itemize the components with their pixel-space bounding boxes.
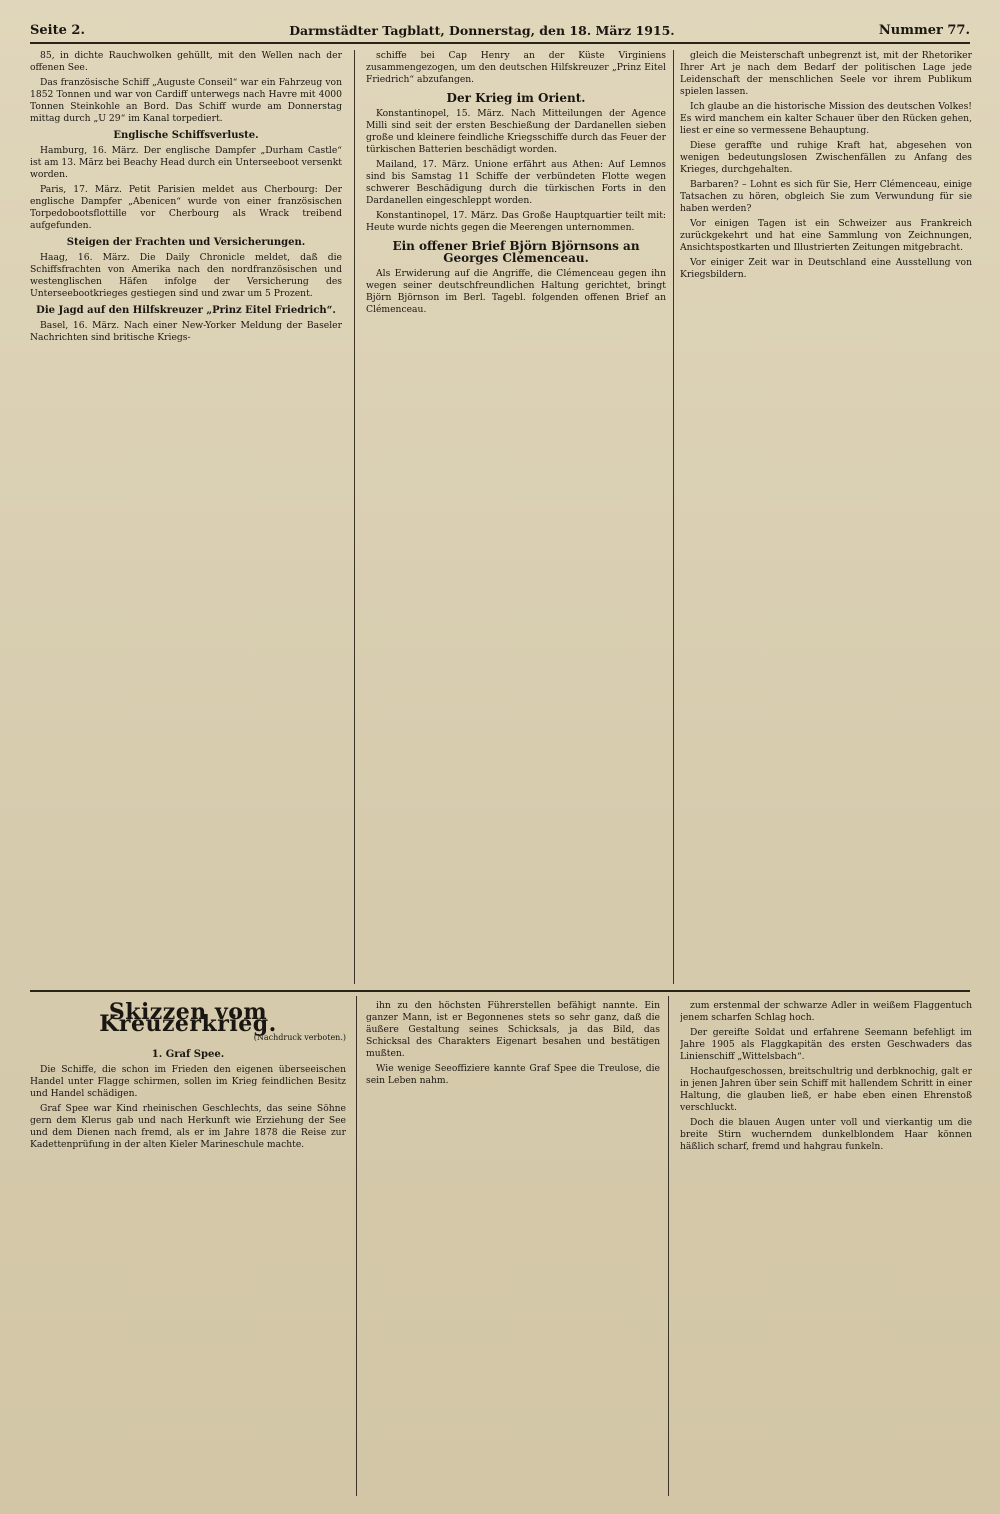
feuilleton-column-3 [680,1000,972,1500]
column-divider [673,50,674,984]
paragraph: 85, in dichte Rauchwolken gehüllt, mit den Wellen nach der offenen See. [30,50,342,73]
paragraph: Doch die blauen Augen unter voll und vierkantig um die breite Stirn wucherndem dunkelblondem Haar können häßlich scharf, fremd und hahgrau funkeln. [680,1117,972,1152]
section-heading: Englische Schiffsverluste. [113,130,259,141]
paragraph: Der gereifte Soldat und erfahrene Seemann befehligt im Jahre 1905 als Flaggkapitän des ersten Geschwaders das Linienschiff „Wittelsbach“. [680,1027,972,1062]
paragraph: zum erstenmal der schwarze Adler in weißem Flaggentuch jenem scharfen Schlag hoch. [680,1000,972,1023]
section-heading: Die Jagd auf den Hilfskreuzer „Prinz Eitel Friedrich“. [36,305,336,316]
page-header [30,18,970,44]
paragraph: Mailand, 17. März. Unione erfährt aus Athen: Auf Lemnos sind bis Samstag 11 Schiffe der verbündeten Flotte wegen schwerer Beschädigung durch die türkischen Forts in den Dardanellen eingeschleppt worden. [366,159,666,206]
paragraph: Basel, 16. März. Nach einer New-Yorker Meldung der Baseler Nachrichten sind britische Kriegs- [30,320,342,343]
paragraph: ihn zu den höchsten Führerstellen befähigt nannte. Ein ganzer Mann, ist er Begonnenes stets so sehr ganz, daß die äußere Gestaltung seines Schicksals, ja das Bild, das Schicksal des Charakters Eigenart besahen und bestätigen mußten. [366,1000,660,1059]
paragraph: Wie wenige Seeoffiziere kannte Graf Spee die Treulose, die sein Leben nahm. [366,1063,660,1086]
paragraph: Das französische Schiff „Auguste Conseil“ war ein Fahrzeug von 1852 Tonnen und war von Cardiff unterwegs nach Havre mit 4000 Tonnen Steinkohle an Bord. Das Schiff wurde am Donnerstag mittag durch „U 29“ im Kanal torpediert. [30,77,342,124]
paragraph: Vor einigen Tagen ist ein Schweizer aus Frankreich zurückgekehrt und hat eine Sammlung von Zeichnungen, Ansichtspostkarten und Illustrierten Zeitungen mitgebracht. [680,218,972,253]
paragraph: Haag, 16. März. Die Daily Chronicle meldet, daß die Schiffsfrachten von Amerika nach den nordfranzösischen und westenglischen Häfen infolge der Versicherung des Unterseebootkrieges gestiegen sind und zwar um 5 Prozent. [30,252,342,299]
paragraph: Graf Spee war Kind rheinischen Geschlechts, das seine Söhne gern dem Klerus gab und nach Herkunft wie Erziehung der See und dem Dienen nach fremd, als er im Jahre 1878 die Reise zur Kadettenprüfung in der alten Kieler Marineschule machte. [30,1103,346,1150]
section-heading: Ein offener Brief Björn Björnsons an Georges Clémenceau. [392,239,640,265]
reprint-note: (Nachdruck verboten.) [253,1033,346,1042]
section-divider [30,990,970,992]
paragraph: Vor einiger Zeit war in Deutschland eine Ausstellung von Kriegsbildern. [680,257,972,280]
paragraph: Barbaren? – Lohnt es sich für Sie, Herr Clémenceau, einige Tatsachen zu hören, obgleich Sie zum Verwundung für sie haben werden? [680,179,972,214]
column-2 [366,50,666,984]
paragraph: schiffe bei Cap Henry an der Küste Virginiens zusammengezogen, um den deutschen Hilfskreuzer „Prinz Eitel Friedrich“ abzufangen. [366,50,666,85]
paragraph: Diese geraffte und ruhige Kraft hat, abgesehen von wenigen bedeutungslosen Zwischenfällen zu Anfang des Krieges, durchgehalten. [680,140,972,175]
section-heading: Der Krieg im Orient. [446,91,586,105]
paragraph: gleich die Meisterschaft unbegrenzt ist, mit der Rhetoriker Ihrer Art je nach dem Bedarf der politischen Lage jede Leidenschaft der menschlichen Seele vor ihrem Publikum spielen lassen. [680,50,972,97]
paragraph: Ich glaube an die historische Mission des deutschen Volkes! Es wird manchem ein kalter Schauer über den Rücken gehen, liest er eine so vermessene Behauptung. [680,101,972,136]
paragraph: Hamburg, 16. März. Der englische Dampfer „Durham Castle“ ist am 13. März bei Beachy Head durch ein Unterseeboot versenkt worden. [30,145,342,180]
feuilleton-title: Skizzen vom Kreuzerkrieg. [99,1000,277,1037]
issue-number: Nummer 77. [878,22,970,38]
column-3 [680,50,972,984]
feuilleton-column-1 [30,1000,346,1500]
masthead-date: Darmstädter Tagblatt, Donnerstag, den 18. März 1915. [289,22,675,38]
column-divider [356,996,357,1496]
section-heading: 1. Graf Spee. [151,1049,225,1060]
column-divider [354,50,355,984]
page-number: Seite 2. [30,22,85,38]
feuilleton-column-2 [366,1000,660,1500]
paragraph: Hochaufgeschossen, breitschultrig und derbknochig, galt er in jenen Jahren über sein Schiff mit hallendem Schritt in einer Haltung, die glauben ließ, er habe eben einen Ehrenstoß verschluckt. [680,1066,972,1113]
column-1 [30,50,342,984]
paragraph: Konstantinopel, 15. März. Nach Mitteilungen der Agence Milli sind seit der ersten Beschießung der Dardanellen sieben große und kleinere feindliche Kriegsschiffe durch das Feuer der türkischen Batterien beschädigt worden. [366,108,666,155]
section-heading: Steigen der Frachten und Versicherungen. [66,237,306,248]
paragraph: Als Erwiderung auf die Angriffe, die Clémenceau gegen ihn wegen seiner deutschfreundlichen Haltung gerichtet, bringt Björn Björnson im Berl. Tagebl. folgenden offenen Brief an Clémenceau. [366,268,666,315]
column-divider [668,996,669,1496]
paragraph: Paris, 17. März. Petit Parisien meldet aus Cherbourg: Der englische Dampfer „Abenicen“ wurde von einer französischen Torpedobootsflottille vor Cherbourg als Wrack treibend aufgefunden. [30,184,342,231]
paragraph: Die Schiffe, die schon im Frieden den eigenen überseeischen Handel unter Flagge schirmen, sollen im Krieg feindlichen Besitz und Handel schädigen. [30,1064,346,1099]
paragraph: Konstantinopel, 17. März. Das Große Hauptquartier teilt mit: Heute wurde nichts gegen die Meerengen unternommen. [366,210,666,233]
